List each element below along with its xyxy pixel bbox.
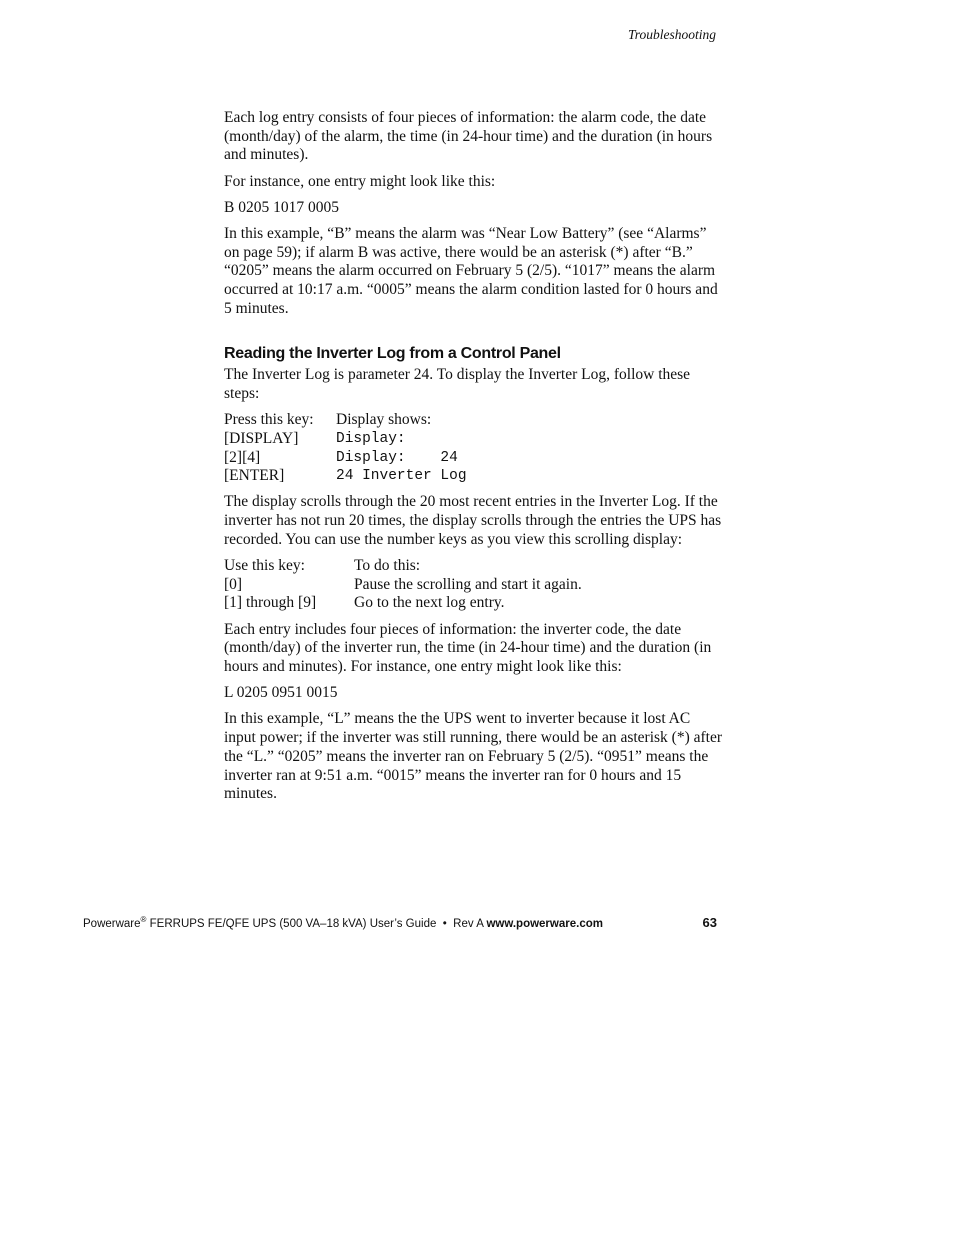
column-header-action: To do this:	[354, 557, 421, 575]
paragraph-alarm-explanation: In this example, “B” means the alarm was “Near Low Battery” (see “Alarms” on page 59); if alarm B was active, there would be an asterisk (*) after “B.” “0205” means the alarm occurred on February 5 (2/5). “1017” means the alarm occurred at 10:17 a.m. “0005” means the alarm condition lasted for 0 hours and 5 minutes.	[224, 225, 718, 317]
paragraph-example-intro: For instance, one entry might look like this:	[224, 172, 496, 190]
table-row	[224, 449, 467, 468]
key-cell: [DISPLAY]	[224, 429, 299, 447]
number-key-table	[224, 557, 582, 613]
action-cell: Pause the scrolling and start it again.	[354, 575, 582, 593]
display-cell: Display:	[336, 430, 406, 447]
column-header-display: Display shows:	[336, 411, 432, 429]
example-alarm-entry: B 0205 1017 0005	[224, 198, 339, 216]
running-head: Troubleshooting	[627, 27, 716, 42]
table-header-row	[224, 411, 467, 430]
page-footer	[83, 915, 717, 930]
footer-url: www.powerware.com	[486, 918, 603, 930]
footer-brand: Powerware	[83, 918, 141, 930]
footer-guide-title: FERRUPS FE/QFE UPS (500 VA–18 kVA) User’s Guide • Rev A	[146, 918, 487, 930]
table-row	[224, 430, 467, 449]
paragraph-log-entry-intro: Each log entry consists of four pieces of information: the alarm code, the date (month/day) of the alarm, the time (in 24-hour time) and the duration (in hours and minutes).	[224, 109, 713, 164]
paragraph-inverter-intro: The Inverter Log is parameter 24. To display the Inverter Log, follow these steps:	[224, 366, 691, 402]
key-cell: [0]	[224, 575, 243, 593]
section-heading: Reading the Inverter Log from a Control Panel	[224, 344, 561, 362]
key-cell: [1] through [9]	[224, 594, 317, 612]
paragraph-inverter-example: In this example, “L” means the the UPS went to inverter because it lost AC input power; if the inverter was still running, there would be an asterisk (*) after the “L.” “0205” means the inverter ran on February 5 (2/5). “0951” means the inverter ran at 9:51 a.m. “0015” means the inverter ran for 0 hours and 15 minutes.	[224, 710, 723, 803]
table-row	[224, 594, 582, 613]
key-cell: [ENTER]	[224, 467, 285, 485]
example-inverter-entry: L 0205 0951 0015	[224, 684, 338, 702]
paragraph-entry-explanation: Each entry includes four pieces of information: the inverter code, the date (month/day) of the inverter run, the time (in 24-hour time) and the duration (in hours and minutes). For instance, one entry might look like this:	[224, 620, 712, 676]
table-row	[224, 467, 467, 486]
display-cell: Display: 24	[336, 449, 458, 466]
table-row	[224, 576, 582, 595]
column-header-key: Press this key:	[224, 411, 314, 429]
registered-mark: ®	[140, 915, 147, 925]
paragraph-scroll-explanation: The display scrolls through the 20 most recent entries in the Inverter Log. If the inverter has not run 20 times, the display scrolls through the entries the UPS has recorded. You can use the number keys as you view this scrolling display:	[224, 493, 722, 548]
table-header-row	[224, 557, 582, 576]
column-header-key: Use this key:	[224, 557, 305, 575]
key-sequence-table	[224, 411, 467, 486]
key-cell: [2][4]	[224, 448, 261, 466]
page-number: 63	[702, 915, 717, 930]
action-cell: Go to the next log entry.	[354, 594, 505, 612]
display-cell: 24 Inverter Log	[336, 468, 467, 485]
footer-text	[83, 915, 603, 930]
page-body	[224, 109, 724, 812]
